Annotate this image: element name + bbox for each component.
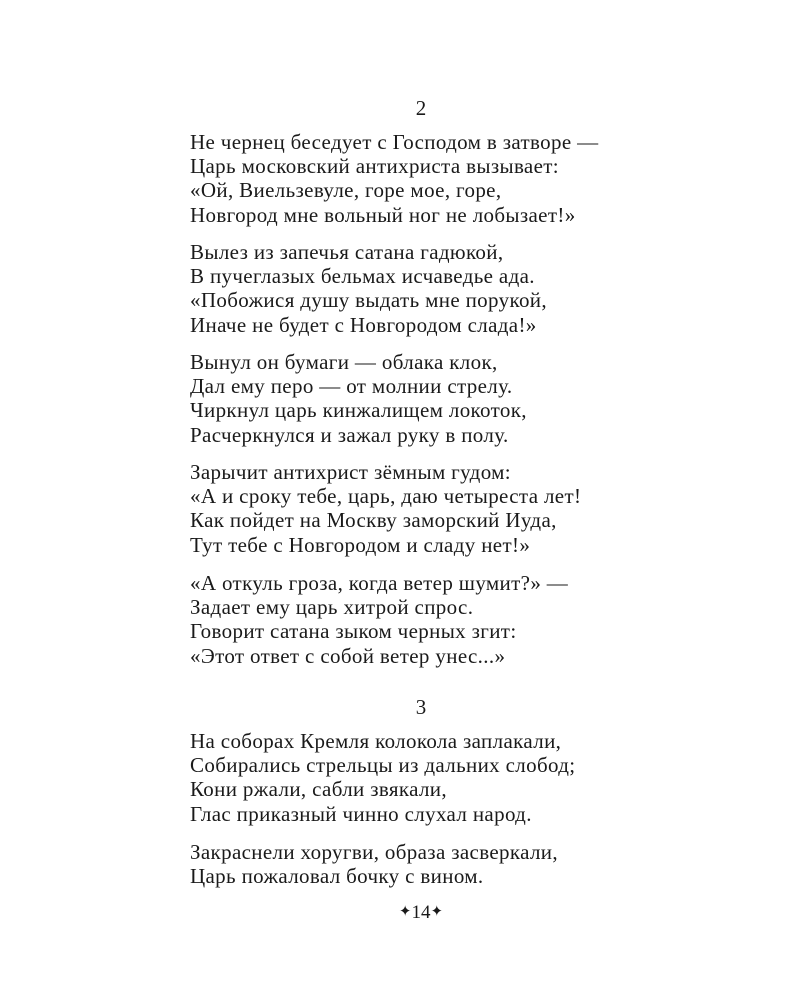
verse-line: Кони ржали, сабли звякали, [190,777,447,802]
stanza [190,460,750,557]
page-number [0,903,800,922]
stanza [190,729,750,826]
verse-line: Вынул он бумаги — облака клок, [190,350,498,374]
verse-line: Собирались стрельцы из дальних слобод; [190,753,576,778]
verse-line: «Побожися душу выдать мне порукой, [190,288,547,313]
verse-line: Царь пожаловал бочку с вином. [190,864,484,889]
section-number: 2 [415,96,427,120]
verse-line: Зарычит антихрист зёмным гудом: [190,460,511,484]
verse-line: На соборах Кремля колокола заплакали, [190,729,562,753]
ornament-right-icon: ✦ [430,904,444,920]
stanza [190,130,750,227]
ornament-left-icon: ✦ [398,904,412,920]
verse-line: Царь московский антихриста вызывает: [190,154,559,179]
verse-line: Задает ему царь хитрой спрос. [190,595,474,620]
stanza [190,240,750,337]
verse-line: «А откуль гроза, когда ветер шумит?» — [190,571,569,595]
stanza [190,571,750,668]
verse-line: Дал ему перо — от молнии стрелу. [190,374,513,399]
stanza [190,840,750,888]
verse-line: Закраснели хоругви, образа засверкали, [190,840,558,864]
verse-line: Чиркнул царь кинжалищем локоток, [190,398,527,423]
verse-line: Вылез из запечья сатана гадюкой, [190,240,504,264]
verse-line: Тут тебе с Новгородом и сладу нет!» [190,532,531,557]
verse-line: «Ой, Виельзевуле, горе мое, горе, [190,178,502,203]
verse-line: Говорит сатана зыком черных згит: [190,619,517,644]
verse-line: «А и сроку тебе, царь, даю четыреста лет! [190,484,582,509]
verse-line: «Этот ответ с собой ветер унес...» [190,643,506,668]
verse-line: Не чернец беседует с Господом в затворе — [190,130,599,154]
page-number-value: 14 [411,902,431,923]
verse-line: Расчеркнулся и зажал руку в полу. [190,422,509,447]
verse-line: В пучеглазых бельмах исчаведье ада. [190,264,535,289]
section-number: 3 [415,695,427,719]
stanza [190,350,750,447]
verse-line: Как пойдет на Москву заморский Иуда, [190,508,557,533]
verse-line: Глас приказный чинно слухал народ. [190,801,532,826]
verse-line: Новгород мне вольный ног не лобызает!» [190,202,576,227]
verse-line: Иначе не будет с Новгородом слада!» [190,312,537,337]
